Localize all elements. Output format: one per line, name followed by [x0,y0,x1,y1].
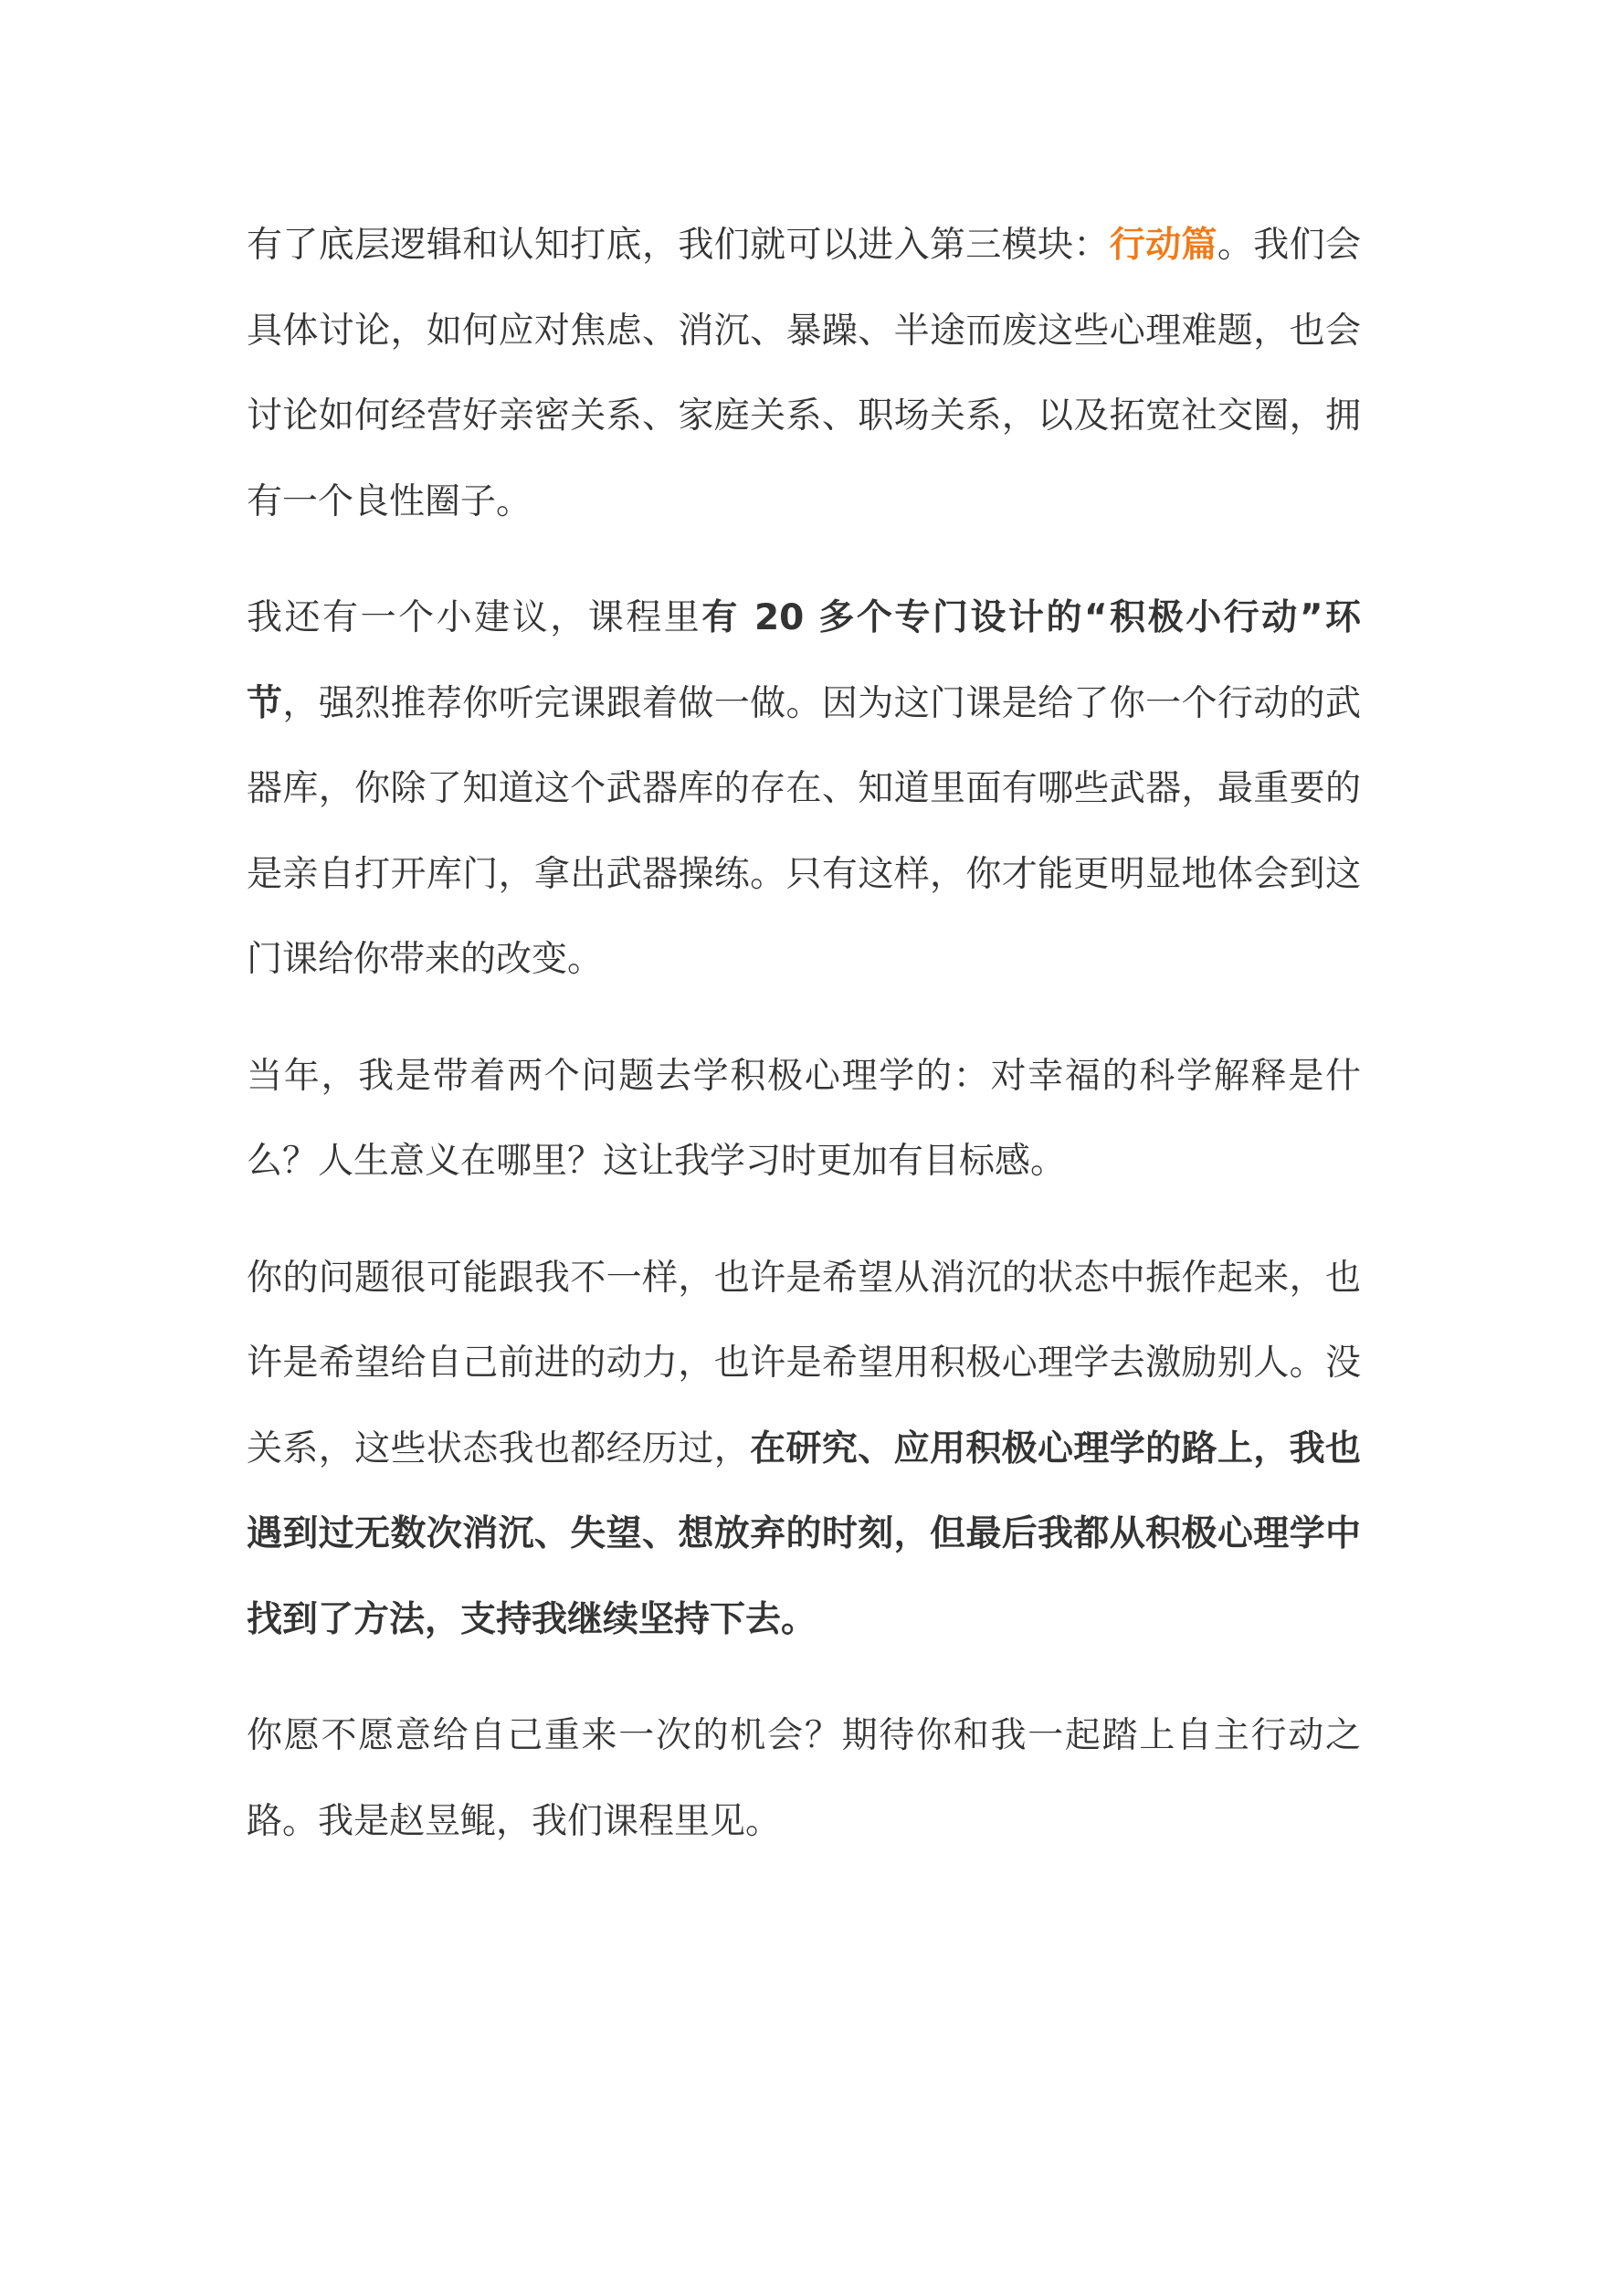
bold-persistence: 在研究、应用积极心理学的路上，我也遇到过无数次消沉、失望、想放弃的时刻，但最后我都从积极心理学中找到了方法，支持我继续坚持下去。 [247,1427,1361,1640]
paragraph-your-question [247,1236,1361,1663]
paragraph-text: 。我们会具体讨论，如何应对焦虑、消沉、暴躁、半途而废这些心理难题，也会讨论如何经营好亲密关系、家庭关系、职场关系，以及拓宽社交圈，拥有一个良性圈子。 [247,225,1361,522]
paragraph-text: 我还有一个小建议，课程里 [247,597,702,638]
highlight-action-chapter: 行动篇 [1109,225,1217,266]
paragraph-text: 当年，我是带着两个问题去学积极心理学的：对幸福的科学解释是什么？人生意义在哪里？这让我学习时更加有目标感。 [247,1055,1361,1182]
article-body [247,203,1361,1895]
paragraph-text: 有了底层逻辑和认知打底，我们就可以进入第三模块： [247,225,1110,266]
paragraph-action-module [247,203,1361,544]
bold-positive-actions: 有 20 多个专门设计的“积极小行动”环节 [247,597,1361,724]
paragraph-two-questions [247,1034,1361,1205]
paragraph-text: ，强烈推荐你听完课跟着做一做。因为这门课是给了你一个行动的武器库，你除了知道这个武器库的存在、知道里面有哪些武器，最重要的是亲自打开库门，拿出武器操练。只有这样，你才能更明显地体会到这门课给你带来的改变。 [247,682,1361,980]
paragraph-text: 你愿不愿意给自己重来一次的机会？期待你和我一起踏上自主行动之路。我是赵昱鲲，我们课程里见。 [247,1715,1361,1842]
paragraph-suggestion [247,575,1361,1003]
paragraph-text: 你的问题很可能跟我不一样，也许是希望从消沉的状态中振作起来，也许是希望给自己前进的动力，也许是希望用积极心理学去激励别人。没关系，这些状态我也都经历过， [247,1257,1361,1469]
paragraph-closing [247,1693,1361,1864]
